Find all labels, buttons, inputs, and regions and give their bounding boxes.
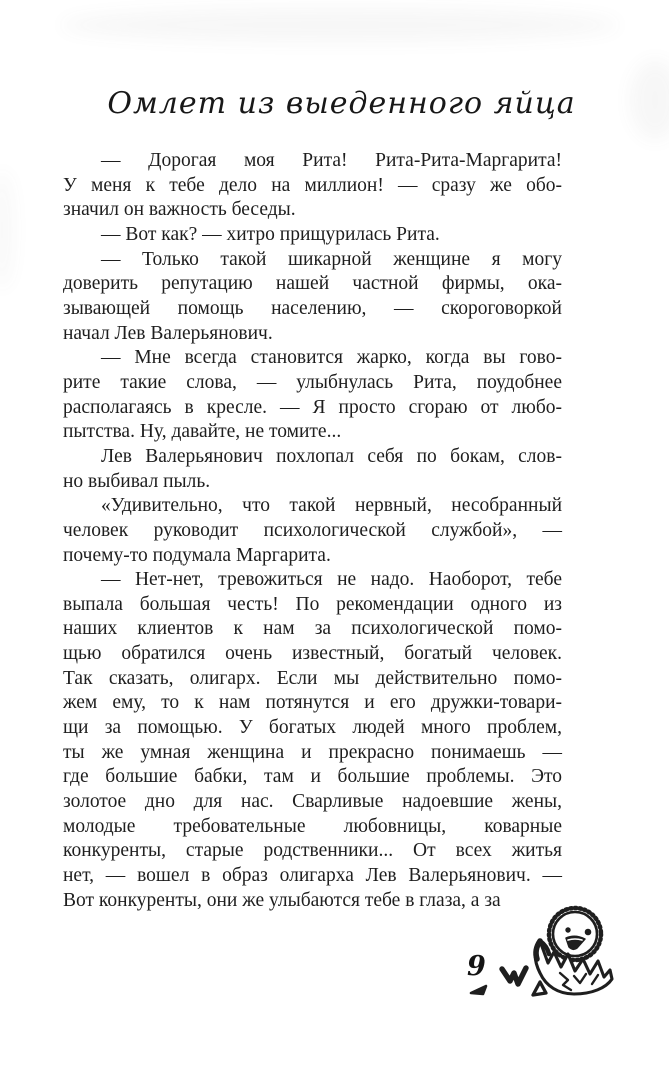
text-line: зывающей помощь населению, — скороговоркой bbox=[63, 297, 562, 319]
text-line: почему-то подумала Маргарита. bbox=[63, 544, 331, 566]
text-line: «Удивительно, что такой нервный, несобранный bbox=[101, 495, 562, 517]
text-line: У меня к тебе дело на миллион! — сразу же обо- bbox=[63, 174, 562, 196]
text-line: Вот конкуренты, они же улыбаются тебе в глаза, а за bbox=[63, 889, 501, 911]
text-line: щью обратился очень известный, богатый человек. bbox=[63, 643, 562, 665]
text-line: доверить репутацию нашей частной фирмы, ока- bbox=[63, 273, 562, 295]
chapter-title: Омлет из выеденного яйца bbox=[107, 86, 576, 121]
text-line: располагаясь в кресле. — Я просто сгораю от любо- bbox=[63, 396, 562, 418]
text-line: ты же умная женщина и прекрасно понимаешь — bbox=[63, 741, 562, 763]
text-line: Так сказать, олигарх. Если мы действительно помо- bbox=[63, 667, 562, 689]
chick-eye-left bbox=[565, 927, 570, 932]
paragraph bbox=[63, 494, 562, 568]
chick-eye-right bbox=[585, 929, 592, 936]
paragraph bbox=[63, 445, 562, 494]
chick-hatching-egg-doodle-icon bbox=[458, 901, 633, 1009]
text-line: пытства. Ну, давайте, не томите... bbox=[63, 421, 342, 443]
paragraph bbox=[63, 223, 562, 248]
text-line: где большие бабки, там и большие проблемы. Это bbox=[63, 766, 562, 788]
paragraph bbox=[63, 248, 562, 347]
text-line: рите такие слова, — улыбнулась Рита, поудобнее bbox=[63, 371, 562, 393]
text-line: — Только такой шикарной женщине я могу bbox=[101, 248, 562, 270]
paragraph bbox=[63, 568, 562, 913]
page-number: 9 bbox=[467, 951, 486, 982]
text-line: начал Лев Валерьянович. bbox=[63, 322, 273, 344]
text-line: молодые требовательные любовницы, коварные bbox=[63, 815, 562, 837]
text-line: щи за помощью. У богатых людей много проблем, bbox=[63, 717, 562, 739]
text-line: золотое дно для нас. Сварливые надоевшие жены, bbox=[63, 791, 562, 813]
chick-head bbox=[549, 908, 601, 960]
shell-piece-small bbox=[471, 986, 486, 994]
body-text bbox=[63, 149, 562, 913]
scan-noise bbox=[0, 170, 14, 290]
text-line: жем ему, то к нам потянутся и его дружки-товари- bbox=[63, 692, 562, 714]
text-line: Лев Валерьянович похлопал себя по бокам, слов- bbox=[101, 445, 562, 467]
text-line: — Дорогая моя Рита! Рита-Рита-Маргарита! bbox=[101, 150, 562, 171]
text-line: выпала большая честь! По рекомендации одного из bbox=[63, 593, 562, 615]
text-line: — Нет-нет, тревожиться не надо. Наоборот, тебе bbox=[101, 569, 562, 591]
shell-fragments bbox=[471, 968, 546, 995]
text-line: — Мне всегда становится жарко, когда вы гово- bbox=[101, 347, 562, 369]
text-line: человек руководит психологической службой», — bbox=[63, 519, 562, 541]
text-line: но выбивал пыль. bbox=[63, 470, 211, 492]
scan-noise bbox=[60, 8, 620, 42]
text-line: значил он важность беседы. bbox=[63, 199, 296, 221]
text-line: конкуренты, старые родственники... От всех житья bbox=[63, 840, 562, 862]
shell-piece-triangle bbox=[533, 982, 546, 995]
paragraph bbox=[63, 149, 562, 223]
text-line: — Вот как? — хитро прищурилась Рита. bbox=[101, 223, 440, 245]
shell-piece-check bbox=[502, 968, 526, 984]
paragraph bbox=[63, 346, 562, 445]
text-line: нет, — вошел в образ олигарха Лев Валерьянович. — bbox=[63, 865, 562, 887]
text-line: наших клиентов к нам за психологической помо- bbox=[63, 618, 562, 640]
